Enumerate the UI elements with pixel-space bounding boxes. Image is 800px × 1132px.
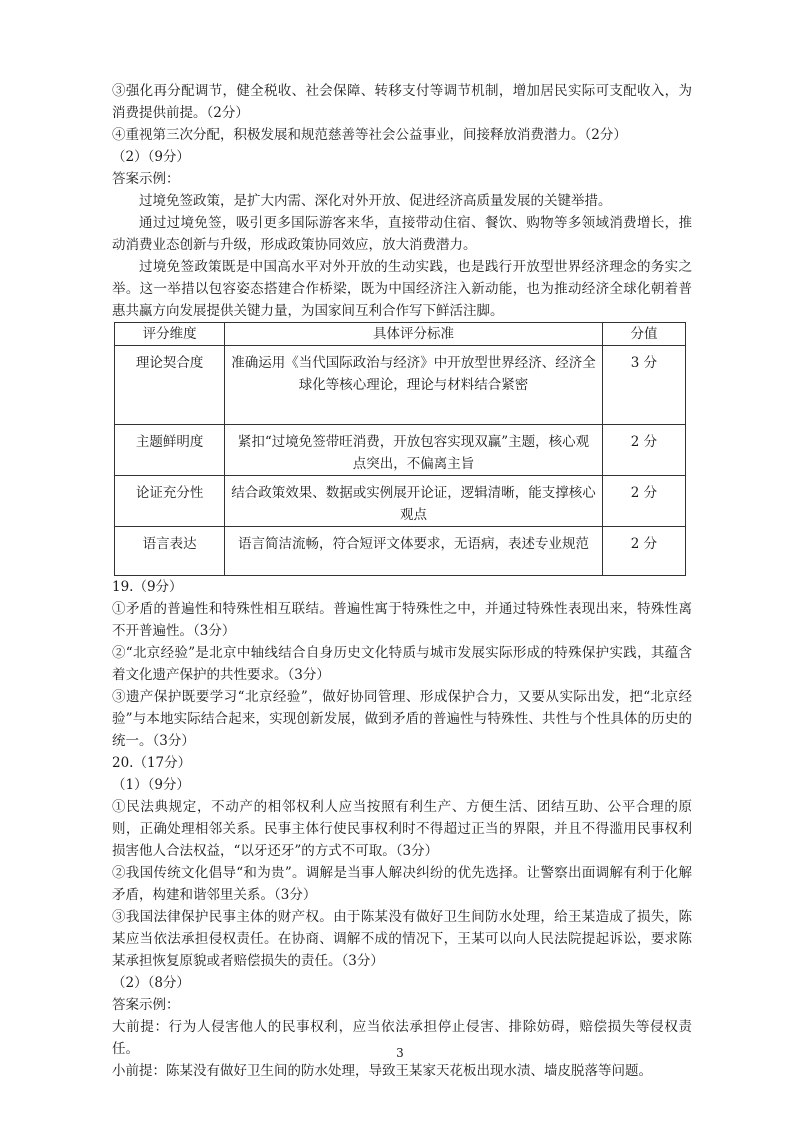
table-cell-dimension: 理论契合度 <box>115 346 225 425</box>
part-2-header: （2）（9分） <box>112 149 190 165</box>
answer-item-4: ④重视第三次分配，积极发展和规范慈善等社会公益事业，间接释放消费潜力。（2分） <box>112 127 627 143</box>
scoring-table <box>114 322 686 576</box>
table-cell-dimension: 论证充分性 <box>115 476 225 527</box>
table-header-standard: 具体评分标准 <box>225 323 603 346</box>
minor-premise: 小前提：陈某没有做好卫生间的防水处理，导致王某家天花板出现水渍、墙皮脱落等问题。 <box>112 1063 652 1079</box>
question-19-header: 19.（9分） <box>112 579 183 595</box>
essay-paragraph-2: 通过过境免签，吸引更多国际游客来华，直接带动住宿、餐饮、购物等多领域消费增长，推动消费业态创新与升级，形成政策协同效应，放大消费潜力。 <box>112 215 692 253</box>
question-19-item-2: ②“北京经验”是北京中轴线结合自身历史文化特质与城市发展实际形成的特殊保护实践，其蕴含着文化遗产保护的共性要求。（3分） <box>112 645 692 683</box>
table-header-row <box>115 323 686 346</box>
table-cell-dimension: 语言表达 <box>115 527 225 576</box>
table-cell-standard: 紧扣“过境免签带旺消费，开放包容实现双赢”主题，核心观点突出，不偏离主旨 <box>225 425 603 476</box>
question-20-part-2-header: （2）（8分） <box>112 975 190 991</box>
question-19-item-1: ①矛盾的普遍性和特殊性相互联结。普遍性寓于特殊性之中，并通过特殊性表现出来，特殊性离不开普遍性。（3分） <box>112 601 692 639</box>
table-row <box>115 527 686 576</box>
answer-content <box>112 80 692 1082</box>
table-cell-dimension: 主题鲜明度 <box>115 425 225 476</box>
answer-example-label: 答案示例： <box>112 171 180 187</box>
question-20-part-1-header: （1）（9分） <box>112 777 190 793</box>
answer-example-label-2: 答案示例： <box>112 997 180 1013</box>
table-cell-standard: 准确运用《当代国际政治与经济》中开放型世界经济、经济全球化等核心理论，理论与材料结合紧密 <box>225 346 603 425</box>
question-20-item-2: ②我国传统文化倡导“和为贵”。调解是当事人解决纠纷的优先选择。让警察出面调解有利于化解矛盾，构建和谐邻里关系。（3分） <box>112 865 692 903</box>
table-cell-standard: 结合政策效果、数据或实例展开论证，逻辑清晰，能支撑核心观点 <box>225 476 603 527</box>
question-20-header: 20.（17分） <box>112 755 192 771</box>
question-20-item-1: ①民法典规定，不动产的相邻权利人应当按照有利生产、方便生活、团结互助、公平合理的原则，正确处理相邻关系。民事主体行使民事权利时不得超过正当的界限，并且不得滥用民事权利损害他人合法权益，“以牙还牙”的方式不可取。（3分） <box>112 799 692 859</box>
table-header-score: 分值 <box>602 323 685 346</box>
table-cell-standard: 语言简洁流畅，符合短评文体要求，无语病，表述专业规范 <box>225 527 603 576</box>
essay-paragraph-3: 过境免签政策既是中国高水平对外开放的生动实践，也是践行开放型世界经济理念的务实之举。这一举措以包容姿态搭建合作桥梁，既为中国经济注入新动能，也为推动经济全球化朝着普惠共赢方向发展提供关键力量，为国家间互利合作写下鲜活注脚。 <box>112 259 692 319</box>
table-cell-score: 3 分 <box>602 346 685 425</box>
answer-item-3: ③强化再分配调节，健全税收、社会保障、转移支付等调节机制，增加居民实际可支配收入，为消费提供前提。（2分） <box>112 83 692 121</box>
question-20-item-3: ③我国法律保护民事主体的财产权。由于陈某没有做好卫生间防水处理，给王某造成了损失，陈某应当依法承担侵权责任。在协商、调解不成的情况下，王某可以向人民法院提起诉讼，要求陈某承担恢复原貌或者赔偿损失的责任。（3分） <box>112 909 692 969</box>
table-cell-score: 2 分 <box>602 527 685 576</box>
table-row <box>115 476 686 527</box>
essay-paragraph-1: 过境免签政策，是扩大内需、深化对外开放、促进经济高质量发展的关键举措。 <box>139 193 612 209</box>
page-number: 3 <box>396 1046 404 1060</box>
table-cell-score: 2 分 <box>602 425 685 476</box>
table-header-dimension: 评分维度 <box>115 323 225 346</box>
major-premise: 大前提：行为人侵害他人的民事权利，应当依法承担停止侵害、排除妨碍，赔偿损失等侵权责任。 <box>112 1019 692 1057</box>
table-row <box>115 346 686 425</box>
table-row <box>115 425 686 476</box>
question-19-item-3: ③遗产保护既要学习“北京经验”，做好协同管理、形成保护合力，又要从实际出发，把“北京经验”与本地实际结合起来，实现创新发展，做到矛盾的普遍性与特殊性、共性与个性具体的历史的统一。（3分） <box>112 689 692 749</box>
table-cell-score: 2 分 <box>602 476 685 527</box>
